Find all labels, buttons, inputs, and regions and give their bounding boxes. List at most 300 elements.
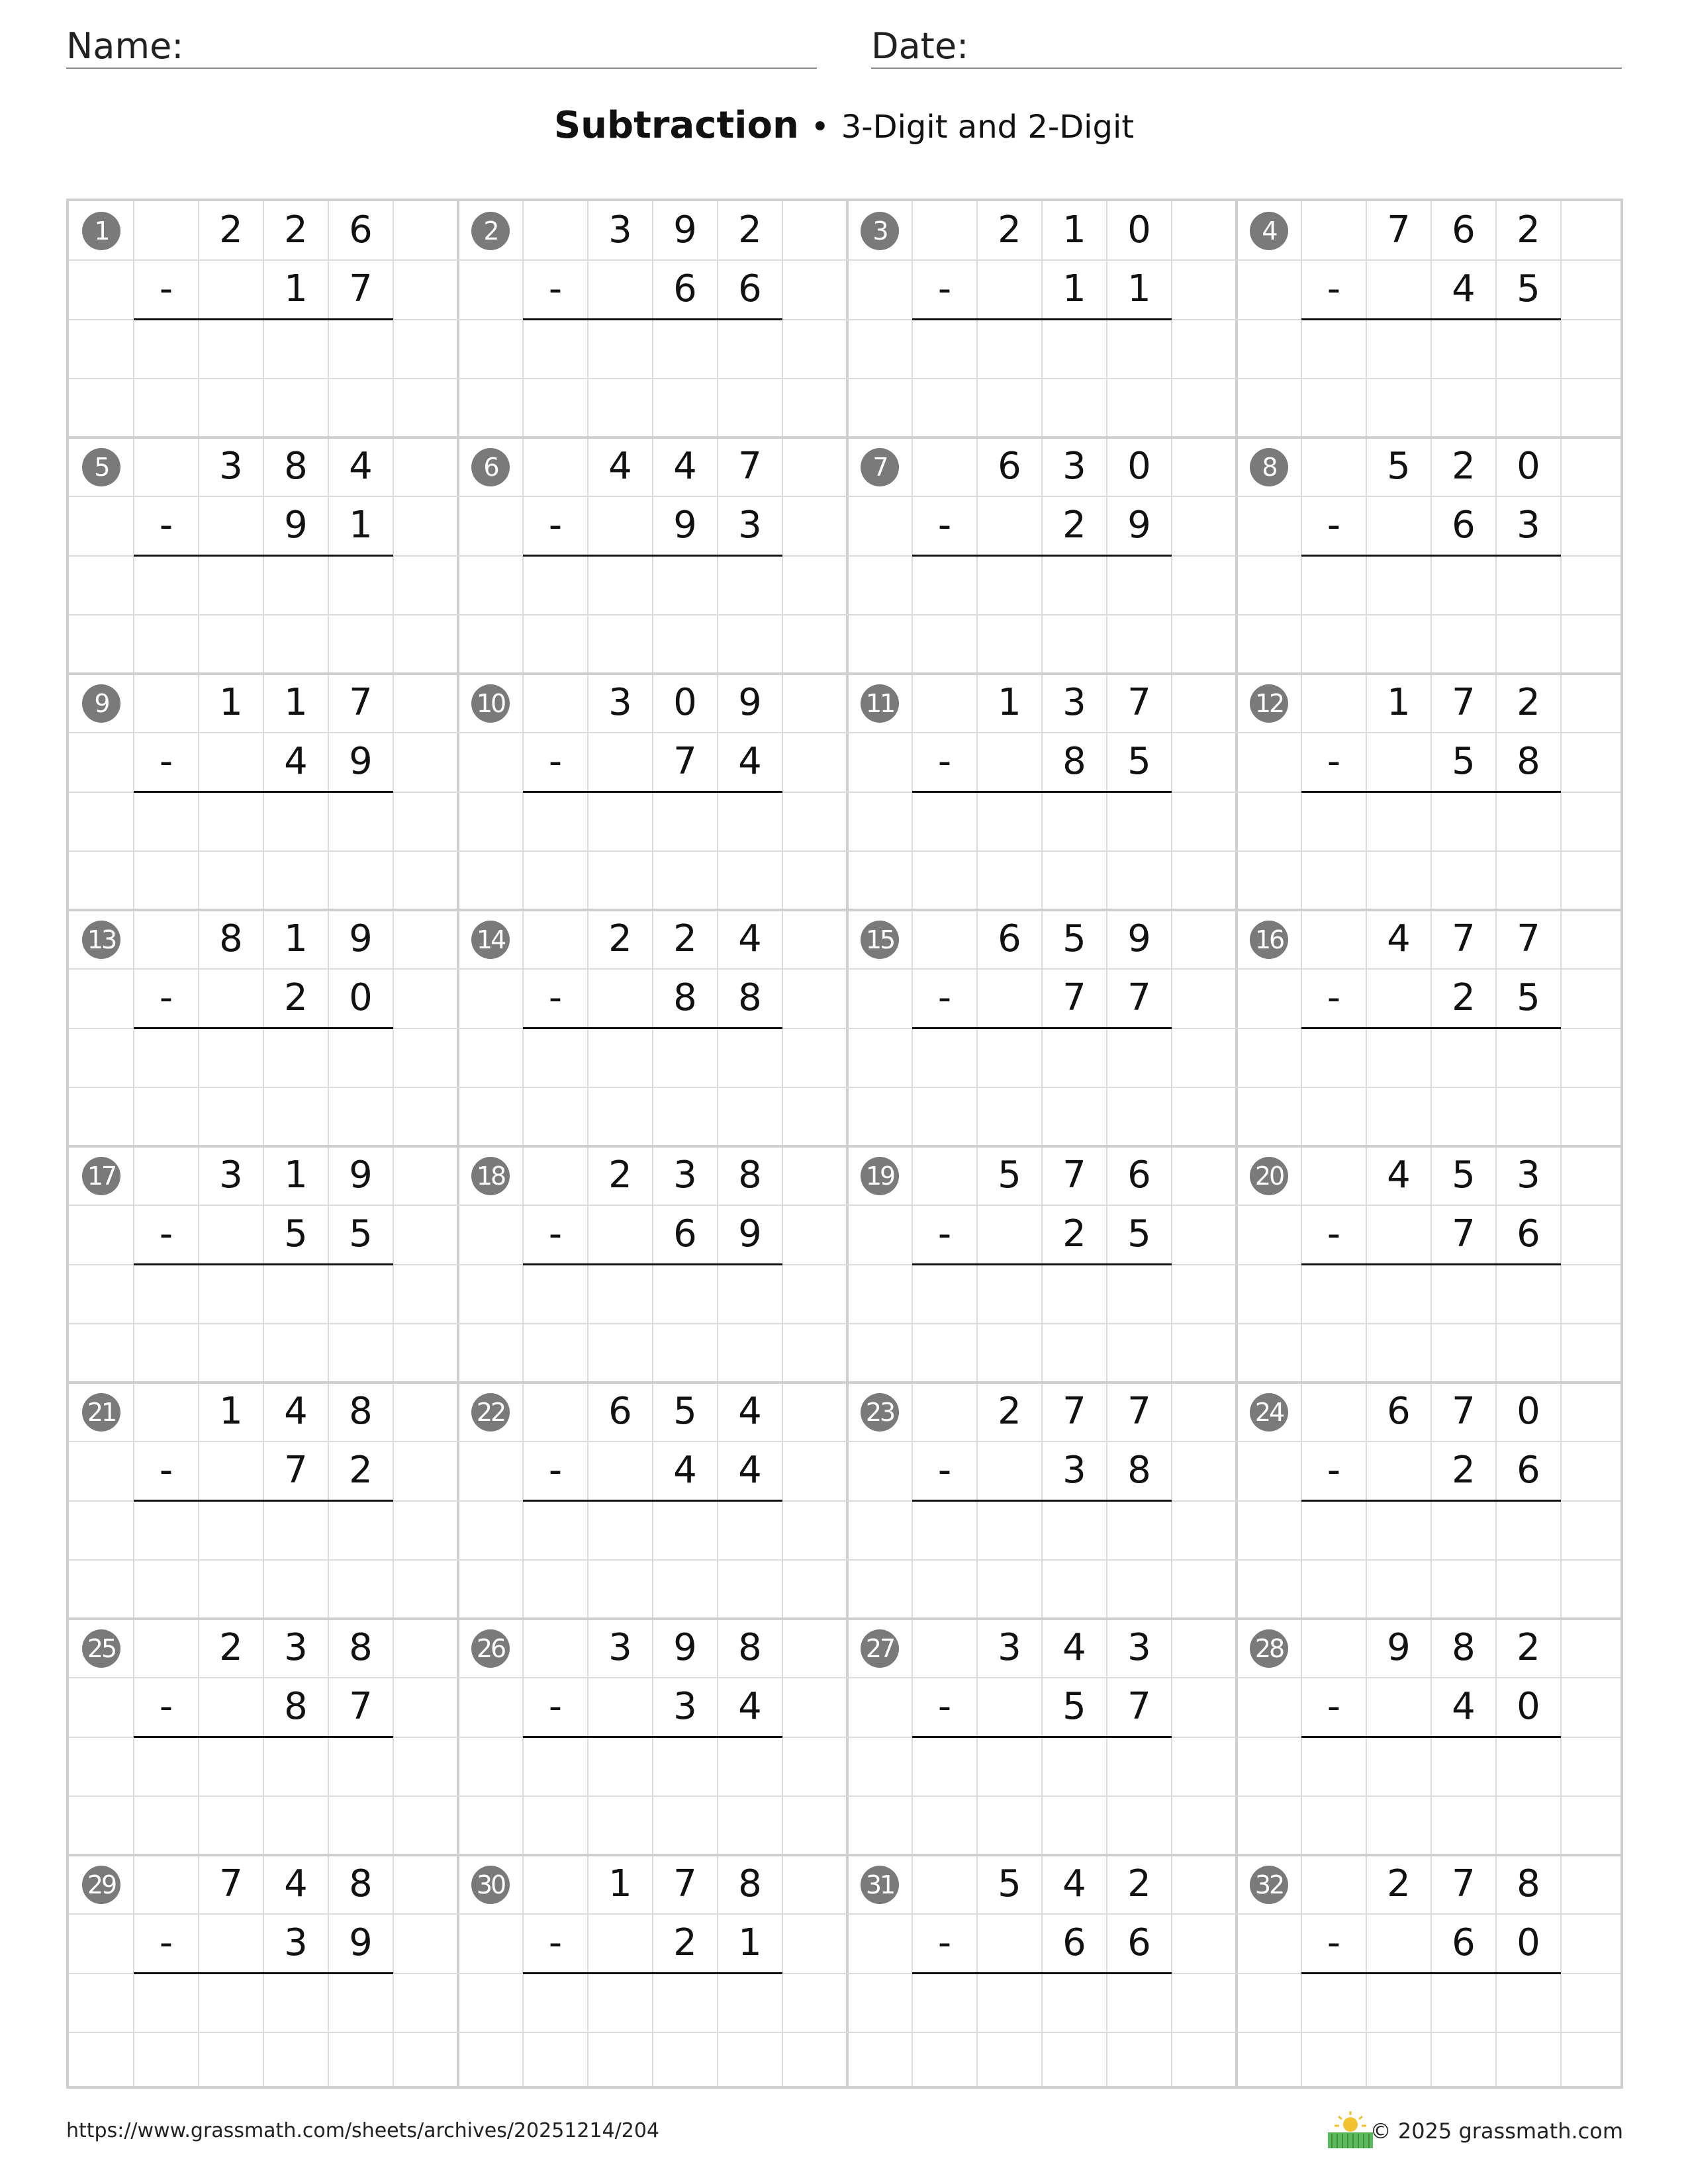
minuend-digit: 7 bbox=[1452, 681, 1476, 724]
problem-number-badge: 22 bbox=[471, 1393, 510, 1432]
problem-32 bbox=[1237, 1855, 1623, 2089]
footer-copyright: © 2025 grassmath.com bbox=[1370, 2118, 1623, 2144]
minus-sign: - bbox=[937, 1921, 952, 1965]
minuend-digit: 1 bbox=[1387, 681, 1411, 724]
minus-sign: - bbox=[548, 1449, 563, 1492]
minuend-digit: 2 bbox=[1387, 1862, 1411, 1905]
problem-number-badge: 3 bbox=[861, 212, 899, 250]
problem-number-badge: 14 bbox=[471, 921, 510, 959]
subtrahend-digit: 1 bbox=[349, 504, 373, 547]
subtrahend-digit: 6 bbox=[1062, 1921, 1086, 1965]
minus-sign: - bbox=[1327, 1212, 1341, 1256]
problem-number-badge: 28 bbox=[1250, 1629, 1288, 1668]
minuend-digit: 1 bbox=[284, 681, 308, 724]
worksheet-grid bbox=[66, 199, 1623, 2089]
problem-number-badge: 23 bbox=[861, 1393, 899, 1432]
subtrahend-digit: 9 bbox=[738, 1212, 762, 1256]
problem-24 bbox=[1237, 1383, 1623, 1619]
minus-sign: - bbox=[937, 976, 952, 1020]
subtrahend-digit: 5 bbox=[1127, 1212, 1151, 1256]
minus-sign: - bbox=[548, 504, 563, 547]
minus-sign: - bbox=[548, 976, 563, 1020]
name-field[interactable] bbox=[66, 25, 817, 69]
subtrahend-digit: 5 bbox=[1517, 976, 1540, 1020]
minuend-digit: 4 bbox=[284, 1862, 308, 1905]
problem-number-badge: 31 bbox=[861, 1866, 899, 1904]
minus-sign: - bbox=[159, 1212, 173, 1256]
minus-sign: - bbox=[937, 267, 952, 311]
minus-sign: - bbox=[1327, 1685, 1341, 1729]
subtrahend-digit: 7 bbox=[349, 267, 373, 311]
minuend-digit: 3 bbox=[608, 681, 632, 724]
minuend-digit: 4 bbox=[738, 917, 762, 960]
subtrahend-digit: 9 bbox=[349, 740, 373, 784]
minuend-digit: 6 bbox=[349, 208, 373, 251]
minuend-digit: 2 bbox=[1452, 445, 1476, 488]
problem-number-badge: 17 bbox=[82, 1157, 120, 1195]
subtrahend-digit: 7 bbox=[673, 740, 697, 784]
subtrahend-digit: 7 bbox=[284, 1449, 308, 1492]
minus-sign: - bbox=[548, 1685, 563, 1729]
minuend-digit: 5 bbox=[1387, 445, 1411, 488]
minus-sign: - bbox=[159, 1685, 173, 1729]
subtrahend-digit: 2 bbox=[1452, 1449, 1476, 1492]
minuend-digit: 8 bbox=[284, 445, 308, 488]
problem-1 bbox=[69, 201, 458, 437]
answer-area[interactable] bbox=[523, 792, 782, 911]
subtrahend-digit: 2 bbox=[1452, 976, 1476, 1020]
minuend-digit: 3 bbox=[1517, 1154, 1540, 1197]
answer-area[interactable] bbox=[912, 556, 1172, 674]
minuend-digit: 2 bbox=[998, 208, 1021, 251]
footer-url: https://www.grassmath.com/sheets/archives/20251214/204 bbox=[66, 2119, 660, 2142]
problem-7 bbox=[847, 437, 1237, 674]
minus-sign: - bbox=[548, 1921, 563, 1965]
subtrahend-digit: 5 bbox=[284, 1212, 308, 1256]
minus-sign: - bbox=[937, 1685, 952, 1729]
minuend-digit: 4 bbox=[608, 445, 632, 488]
minuend-digit: 7 bbox=[1452, 917, 1476, 960]
minuend-digit: 3 bbox=[998, 1626, 1021, 1669]
minuend-digit: 9 bbox=[349, 1154, 373, 1197]
problem-20 bbox=[1237, 1146, 1623, 1383]
answer-area[interactable] bbox=[134, 1028, 393, 1147]
minuend-digit: 8 bbox=[349, 1626, 373, 1669]
problem-number-badge: 11 bbox=[861, 684, 899, 723]
problem-number-badge: 29 bbox=[82, 1866, 120, 1904]
minuend-digit: 0 bbox=[673, 681, 697, 724]
minuend-digit: 2 bbox=[608, 1154, 632, 1197]
minus-sign: - bbox=[937, 1449, 952, 1492]
minuend-digit: 1 bbox=[219, 1390, 243, 1433]
answer-area[interactable] bbox=[523, 1501, 782, 1619]
subtrahend-digit: 6 bbox=[1452, 1921, 1476, 1965]
problem-number-badge: 10 bbox=[471, 684, 510, 723]
minuend-digit: 9 bbox=[1387, 1626, 1411, 1669]
minuend-digit: 0 bbox=[1517, 445, 1540, 488]
minuend-digit: 5 bbox=[998, 1862, 1021, 1905]
minuend-digit: 8 bbox=[219, 917, 243, 960]
problem-number-badge: 20 bbox=[1250, 1157, 1288, 1195]
minus-sign: - bbox=[937, 504, 952, 547]
answer-area[interactable] bbox=[523, 1737, 782, 1856]
problem-13 bbox=[69, 910, 458, 1146]
minuend-digit: 8 bbox=[1452, 1626, 1476, 1669]
minuend-digit: 3 bbox=[284, 1626, 308, 1669]
subtrahend-digit: 5 bbox=[1517, 267, 1540, 311]
subtrahend-digit: 6 bbox=[673, 267, 697, 311]
problem-14 bbox=[458, 910, 847, 1146]
minuend-digit: 7 bbox=[349, 681, 373, 724]
minus-sign: - bbox=[1327, 504, 1341, 547]
minuend-digit: 9 bbox=[349, 917, 373, 960]
subtrahend-digit: 6 bbox=[738, 267, 762, 311]
minuend-digit: 3 bbox=[1062, 445, 1086, 488]
subtrahend-digit: 4 bbox=[738, 1685, 762, 1729]
minus-sign: - bbox=[1327, 1921, 1341, 1965]
minuend-digit: 4 bbox=[1387, 1154, 1411, 1197]
problem-10 bbox=[458, 674, 847, 910]
minuend-digit: 4 bbox=[1062, 1862, 1086, 1905]
minuend-digit: 4 bbox=[738, 1390, 762, 1433]
problem-23 bbox=[847, 1383, 1237, 1619]
minuend-digit: 7 bbox=[219, 1862, 243, 1905]
answer-area[interactable] bbox=[134, 1265, 393, 1383]
problem-number-badge: 18 bbox=[471, 1157, 510, 1195]
subtrahend-digit: 7 bbox=[349, 1685, 373, 1729]
problem-15 bbox=[847, 910, 1237, 1146]
answer-area[interactable] bbox=[912, 1028, 1172, 1147]
answer-area[interactable] bbox=[912, 1501, 1172, 1619]
subtrahend-digit: 6 bbox=[1127, 1921, 1151, 1965]
minuend-digit: 9 bbox=[1127, 917, 1151, 960]
minuend-digit: 9 bbox=[738, 681, 762, 724]
problem-number-badge: 5 bbox=[82, 448, 120, 486]
minuend-digit: 5 bbox=[673, 1390, 697, 1433]
subtrahend-digit: 4 bbox=[284, 740, 308, 784]
problem-number-badge: 16 bbox=[1250, 921, 1288, 959]
subtrahend-digit: 7 bbox=[1452, 1212, 1476, 1256]
answer-area[interactable] bbox=[912, 792, 1172, 911]
minuend-digit: 8 bbox=[738, 1154, 762, 1197]
answer-area[interactable] bbox=[523, 320, 782, 438]
title-subtitle: 3-Digit and 2-Digit bbox=[841, 109, 1135, 146]
problem-29 bbox=[69, 1855, 458, 2089]
answer-area[interactable] bbox=[1301, 320, 1561, 438]
problem-6 bbox=[458, 437, 847, 674]
minuend-digit: 6 bbox=[998, 445, 1021, 488]
minus-sign: - bbox=[159, 740, 173, 784]
minus-sign: - bbox=[1327, 740, 1341, 784]
title-main: Subtraction bbox=[553, 104, 799, 147]
minuend-digit: 6 bbox=[998, 917, 1021, 960]
minus-sign: - bbox=[548, 267, 563, 311]
minuend-digit: 8 bbox=[349, 1390, 373, 1433]
subtrahend-digit: 2 bbox=[284, 976, 308, 1020]
answer-area[interactable] bbox=[134, 1501, 393, 1619]
answer-area[interactable] bbox=[1301, 556, 1561, 674]
answer-area[interactable] bbox=[134, 320, 393, 438]
minuend-digit: 7 bbox=[1452, 1862, 1476, 1905]
minuend-digit: 6 bbox=[1452, 208, 1476, 251]
problem-number-badge: 26 bbox=[471, 1629, 510, 1668]
minuend-digit: 7 bbox=[738, 445, 762, 488]
minuend-digit: 2 bbox=[219, 1626, 243, 1669]
date-label: Date: bbox=[871, 25, 969, 67]
answer-area[interactable] bbox=[134, 1974, 393, 2089]
problem-19 bbox=[847, 1146, 1237, 1383]
subtrahend-digit: 3 bbox=[284, 1921, 308, 1965]
subtrahend-digit: 1 bbox=[1062, 267, 1086, 311]
minuend-digit: 5 bbox=[998, 1154, 1021, 1197]
minus-sign: - bbox=[159, 1921, 173, 1965]
minuend-digit: 3 bbox=[673, 1154, 697, 1197]
problem-31 bbox=[847, 1855, 1237, 2089]
subtrahend-digit: 8 bbox=[284, 1685, 308, 1729]
minus-sign: - bbox=[159, 976, 173, 1020]
subtrahend-digit: 7 bbox=[1062, 976, 1086, 1020]
problem-28 bbox=[1237, 1619, 1623, 1855]
subtrahend-digit: 6 bbox=[1517, 1449, 1540, 1492]
minuend-digit: 2 bbox=[284, 208, 308, 251]
minuend-digit: 2 bbox=[998, 1390, 1021, 1433]
answer-area[interactable] bbox=[912, 1974, 1172, 2089]
subtrahend-digit: 5 bbox=[1127, 740, 1151, 784]
minus-sign: - bbox=[159, 504, 173, 547]
minus-sign: - bbox=[1327, 976, 1341, 1020]
problem-4 bbox=[1237, 201, 1623, 437]
problem-number-badge: 8 bbox=[1250, 448, 1288, 486]
minuend-digit: 0 bbox=[1127, 445, 1151, 488]
minuend-digit: 3 bbox=[608, 1626, 632, 1669]
subtrahend-digit: 2 bbox=[1062, 1212, 1086, 1256]
problem-number-badge: 9 bbox=[82, 684, 120, 723]
answer-area[interactable] bbox=[134, 1737, 393, 1856]
subtrahend-digit: 5 bbox=[349, 1212, 373, 1256]
minuend-digit: 3 bbox=[219, 1154, 243, 1197]
minuend-digit: 7 bbox=[1387, 208, 1411, 251]
minuend-digit: 2 bbox=[673, 917, 697, 960]
problem-25 bbox=[69, 1619, 458, 1855]
subtrahend-digit: 7 bbox=[1127, 1685, 1151, 1729]
answer-area[interactable] bbox=[134, 792, 393, 911]
minuend-digit: 3 bbox=[1127, 1626, 1151, 1669]
minuend-digit: 4 bbox=[1062, 1626, 1086, 1669]
problem-17 bbox=[69, 1146, 458, 1383]
problem-30 bbox=[458, 1855, 847, 2089]
subtrahend-digit: 5 bbox=[1452, 740, 1476, 784]
subtrahend-digit: 3 bbox=[1517, 504, 1540, 547]
problem-number-badge: 32 bbox=[1250, 1866, 1288, 1904]
problem-3 bbox=[847, 201, 1237, 437]
problem-number-badge: 30 bbox=[471, 1866, 510, 1904]
problem-2 bbox=[458, 201, 847, 437]
answer-area[interactable] bbox=[1301, 1737, 1561, 1856]
subtrahend-digit: 0 bbox=[1517, 1921, 1540, 1965]
problem-number-badge: 13 bbox=[82, 921, 120, 959]
answer-area[interactable] bbox=[912, 1737, 1172, 1856]
minuend-digit: 8 bbox=[738, 1862, 762, 1905]
subtrahend-digit: 2 bbox=[673, 1921, 697, 1965]
subtrahend-digit: 4 bbox=[1452, 267, 1476, 311]
minuend-digit: 7 bbox=[1127, 1390, 1151, 1433]
problem-12 bbox=[1237, 674, 1623, 910]
problem-number-badge: 21 bbox=[82, 1393, 120, 1432]
problem-9 bbox=[69, 674, 458, 910]
problem-number-badge: 1 bbox=[82, 212, 120, 250]
date-field[interactable] bbox=[871, 25, 1622, 69]
minuend-digit: 7 bbox=[673, 1862, 697, 1905]
problem-5 bbox=[69, 437, 458, 674]
minus-sign: - bbox=[1327, 267, 1341, 311]
subtrahend-digit: 8 bbox=[673, 976, 697, 1020]
minuend-digit: 6 bbox=[1387, 1390, 1411, 1433]
minuend-digit: 7 bbox=[1062, 1154, 1086, 1197]
minuend-digit: 4 bbox=[284, 1390, 308, 1433]
minuend-digit: 2 bbox=[738, 208, 762, 251]
minuend-digit: 1 bbox=[998, 681, 1021, 724]
answer-area[interactable] bbox=[1301, 1501, 1561, 1619]
problem-22 bbox=[458, 1383, 847, 1619]
problem-number-badge: 2 bbox=[471, 212, 510, 250]
subtrahend-digit: 2 bbox=[1062, 504, 1086, 547]
minuend-digit: 1 bbox=[219, 681, 243, 724]
minuend-digit: 7 bbox=[1452, 1390, 1476, 1433]
minuend-digit: 2 bbox=[1517, 208, 1540, 251]
subtrahend-digit: 0 bbox=[1517, 1685, 1540, 1729]
minuend-digit: 7 bbox=[1517, 917, 1540, 960]
problem-21 bbox=[69, 1383, 458, 1619]
subtrahend-digit: 3 bbox=[1062, 1449, 1086, 1492]
minuend-digit: 5 bbox=[1452, 1154, 1476, 1197]
minuend-digit: 0 bbox=[1517, 1390, 1540, 1433]
problem-number-badge: 12 bbox=[1250, 684, 1288, 723]
problem-27 bbox=[847, 1619, 1237, 1855]
subtrahend-digit: 4 bbox=[738, 1449, 762, 1492]
problem-26 bbox=[458, 1619, 847, 1855]
minuend-digit: 8 bbox=[1517, 1862, 1540, 1905]
answer-area[interactable] bbox=[523, 1265, 782, 1383]
answer-area[interactable] bbox=[134, 556, 393, 674]
subtrahend-digit: 6 bbox=[1452, 504, 1476, 547]
minuend-digit: 4 bbox=[673, 445, 697, 488]
minuend-digit: 1 bbox=[1062, 208, 1086, 251]
answer-area[interactable] bbox=[912, 1265, 1172, 1383]
minuend-digit: 2 bbox=[1517, 681, 1540, 724]
subtrahend-digit: 9 bbox=[284, 504, 308, 547]
answer-area[interactable] bbox=[1301, 1028, 1561, 1147]
subtrahend-digit: 1 bbox=[738, 1921, 762, 1965]
subtrahend-digit: 0 bbox=[349, 976, 373, 1020]
minuend-digit: 7 bbox=[1062, 1390, 1086, 1433]
minuend-digit: 2 bbox=[1517, 1626, 1540, 1669]
problem-18 bbox=[458, 1146, 847, 1383]
problem-number-badge: 7 bbox=[861, 448, 899, 486]
answer-area[interactable] bbox=[1301, 792, 1561, 911]
subtrahend-digit: 8 bbox=[1127, 1449, 1151, 1492]
minus-sign: - bbox=[937, 740, 952, 784]
answer-area[interactable] bbox=[523, 1028, 782, 1147]
minus-sign: - bbox=[159, 1449, 173, 1492]
subtrahend-digit: 8 bbox=[1062, 740, 1086, 784]
minuend-digit: 4 bbox=[349, 445, 373, 488]
subtrahend-digit: 4 bbox=[738, 740, 762, 784]
page-title bbox=[0, 99, 1688, 154]
minuend-digit: 3 bbox=[219, 445, 243, 488]
minuend-digit: 1 bbox=[284, 917, 308, 960]
minus-sign: - bbox=[548, 1212, 563, 1256]
subtrahend-digit: 1 bbox=[284, 267, 308, 311]
subtrahend-digit: 8 bbox=[738, 976, 762, 1020]
minuend-digit: 2 bbox=[1127, 1862, 1151, 1905]
minuend-digit: 2 bbox=[608, 917, 632, 960]
subtrahend-digit: 7 bbox=[1127, 976, 1151, 1020]
problem-number-badge: 24 bbox=[1250, 1393, 1288, 1432]
minus-sign: - bbox=[548, 740, 563, 784]
subtrahend-digit: 9 bbox=[1127, 504, 1151, 547]
minuend-digit: 1 bbox=[284, 1154, 308, 1197]
minuend-digit: 1 bbox=[608, 1862, 632, 1905]
minuend-digit: 3 bbox=[608, 208, 632, 251]
answer-area[interactable] bbox=[1301, 1265, 1561, 1383]
minuend-digit: 7 bbox=[1127, 681, 1151, 724]
subtrahend-digit: 6 bbox=[673, 1212, 697, 1256]
subtrahend-digit: 4 bbox=[1452, 1685, 1476, 1729]
subtrahend-digit: 2 bbox=[349, 1449, 373, 1492]
subtrahend-digit: 3 bbox=[738, 504, 762, 547]
subtrahend-digit: 8 bbox=[1517, 740, 1540, 784]
problem-8 bbox=[1237, 437, 1623, 674]
minus-sign: - bbox=[1327, 1449, 1341, 1492]
minuend-digit: 5 bbox=[1062, 917, 1086, 960]
minuend-digit: 9 bbox=[673, 1626, 697, 1669]
minuend-digit: 8 bbox=[738, 1626, 762, 1669]
grass-sun-logo-icon bbox=[1324, 2110, 1377, 2150]
subtrahend-digit: 3 bbox=[673, 1685, 697, 1729]
subtrahend-digit: 9 bbox=[673, 504, 697, 547]
answer-area[interactable] bbox=[1301, 1974, 1561, 2089]
minus-sign: - bbox=[937, 1212, 952, 1256]
subtrahend-digit: 9 bbox=[349, 1921, 373, 1965]
minuend-digit: 9 bbox=[673, 208, 697, 251]
subtrahend-digit: 5 bbox=[1062, 1685, 1086, 1729]
minuend-digit: 8 bbox=[349, 1862, 373, 1905]
name-label: Name: bbox=[66, 25, 184, 67]
problem-number-badge: 19 bbox=[861, 1157, 899, 1195]
minuend-digit: 3 bbox=[1062, 681, 1086, 724]
answer-area[interactable] bbox=[523, 1974, 782, 2089]
title-separator: • bbox=[810, 109, 829, 146]
minuend-digit: 0 bbox=[1127, 208, 1151, 251]
subtrahend-digit: 1 bbox=[1127, 267, 1151, 311]
answer-area[interactable] bbox=[912, 320, 1172, 438]
minuend-digit: 4 bbox=[1387, 917, 1411, 960]
problem-number-badge: 6 bbox=[471, 448, 510, 486]
problem-number-badge: 15 bbox=[861, 921, 899, 959]
minuend-digit: 6 bbox=[608, 1390, 632, 1433]
subtrahend-digit: 6 bbox=[1517, 1212, 1540, 1256]
problem-11 bbox=[847, 674, 1237, 910]
answer-area[interactable] bbox=[523, 556, 782, 674]
minus-sign: - bbox=[159, 267, 173, 311]
problem-16 bbox=[1237, 910, 1623, 1146]
problem-number-badge: 4 bbox=[1250, 212, 1288, 250]
minuend-digit: 2 bbox=[219, 208, 243, 251]
minuend-digit: 6 bbox=[1127, 1154, 1151, 1197]
problem-number-badge: 25 bbox=[82, 1629, 120, 1668]
subtrahend-digit: 4 bbox=[673, 1449, 697, 1492]
problem-number-badge: 27 bbox=[861, 1629, 899, 1668]
